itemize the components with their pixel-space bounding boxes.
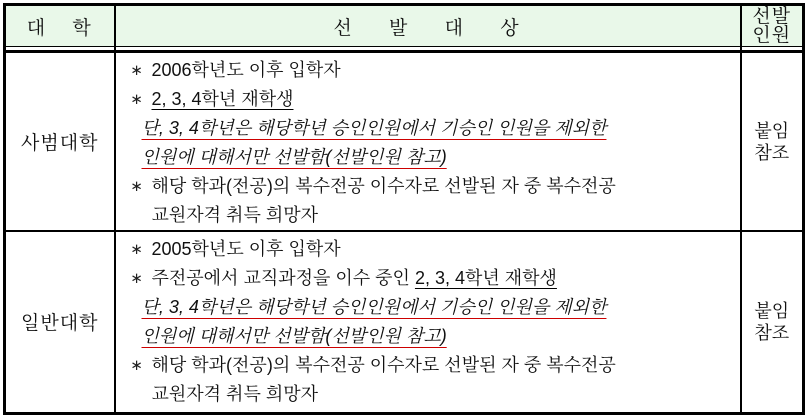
table-row-general-college: [5, 231, 804, 413]
text-segment: 단, 3, 4학년은 해당학년 승인인원에서 기승인 인원을 제외한: [141, 297, 607, 317]
text-segment: 교원자격 취득 희망자: [151, 384, 318, 404]
list-item: [122, 143, 734, 172]
list-item: [122, 264, 734, 293]
bullet-asterisk: ∗: [130, 270, 143, 287]
header-cell-quota: [741, 5, 804, 47]
text-segment: 2, 3, 4학년 재학생: [414, 268, 557, 288]
bullet-asterisk: ∗: [130, 357, 143, 374]
list-item: [122, 172, 734, 201]
text-segment: 해당 학과(전공)의 복수전공 이수자로 선발된 자 중 복수전공: [151, 355, 616, 375]
text-segment: 2005학년도 이후 입학자: [151, 239, 341, 259]
text-segment: 2006학년도 이후 입학자: [151, 60, 341, 80]
list-item: [122, 322, 734, 351]
bullet-asterisk: ∗: [130, 241, 143, 258]
header-target-label: 선 발 대 상: [333, 17, 522, 39]
selection-table: [3, 3, 805, 415]
header-cell-target: [115, 5, 741, 47]
university-label: 사범대학: [5, 52, 115, 232]
text-segment: 단, 3, 4학년은 해당학년 승인인원에서 기승인 인원을 제외한: [141, 118, 607, 138]
target-cell: [115, 231, 741, 413]
text-segment: 해당 학과(전공)의 복수전공 이수자로 선발된 자 중 복수전공: [151, 176, 616, 196]
text-segment: 인원에 대해서만 선발함(선발인원 참고): [141, 326, 447, 346]
text-segment: 주전공에서 교직과정을 이수 중인: [151, 268, 415, 288]
list-item: [122, 235, 734, 264]
bullet-asterisk: ∗: [130, 62, 143, 79]
table-row-teachers-college: [5, 52, 804, 232]
target-cell: [115, 52, 741, 232]
header-university-label: 대 학: [26, 17, 93, 39]
list-item: [122, 293, 734, 322]
header-quota-line2: 인원: [752, 25, 792, 46]
list-item: [122, 201, 734, 230]
header-quota-line1: 선발: [752, 6, 792, 27]
quota-label: 붙임 참조: [741, 52, 804, 232]
header-row: [5, 5, 804, 47]
bullet-asterisk: ∗: [130, 178, 143, 195]
text-segment: 인원에 대해서만 선발함(선발인원 참고): [141, 147, 447, 167]
header-cell-university: [5, 5, 115, 47]
bullet-asterisk: ∗: [130, 91, 143, 108]
list-item: [122, 380, 734, 409]
text-segment: 교원자격 취득 희망자: [151, 205, 318, 225]
list-item: [122, 56, 734, 85]
quota-label: 붙임 참조: [741, 231, 804, 413]
text-segment: 2, 3, 4학년 재학생: [151, 89, 294, 109]
list-item: [122, 85, 734, 114]
list-item: [122, 114, 734, 143]
list-item: [122, 351, 734, 380]
university-label: 일반대학: [5, 231, 115, 413]
